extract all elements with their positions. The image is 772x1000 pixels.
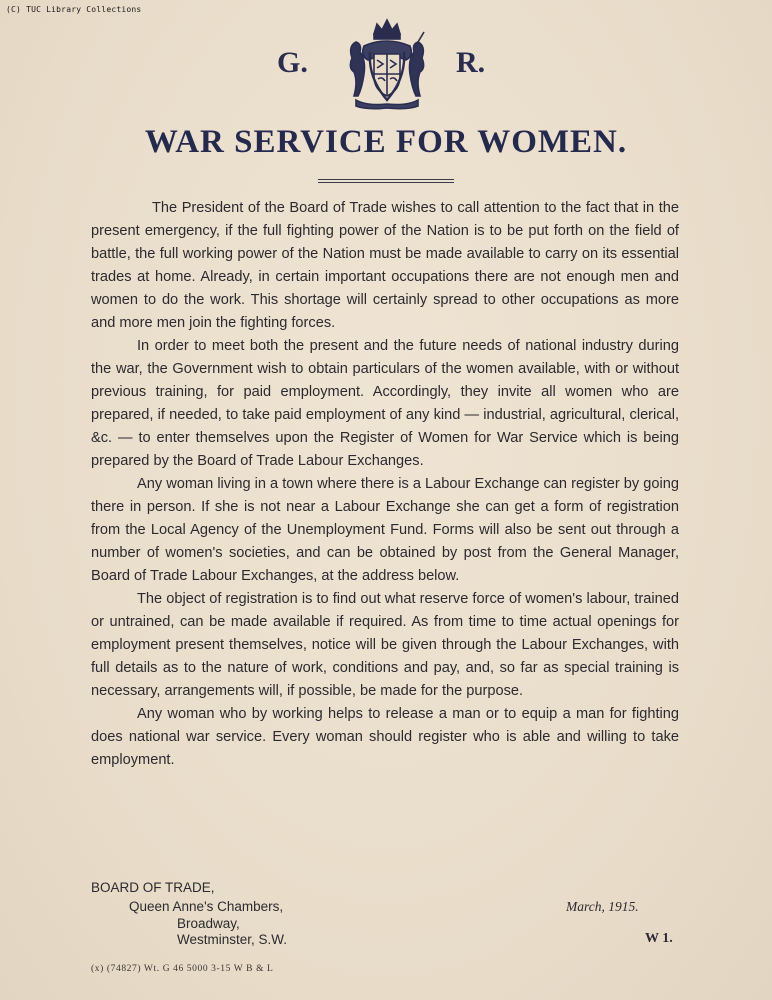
royal-coat-of-arms-icon: [344, 16, 430, 110]
paragraph: The President of the Board of Trade wishes to call attention to the fact that in the present emergency, if the full fighting power of the Nation is to be put forth on the field of battle, the full working power of the Nation must be made available to carry on its essential trades at home. Already, in certain important occupations there are not enough men and women to do the work. This shortage will certainly spread to other occupations as more and more men join the fighting forces.: [91, 200, 679, 331]
signature-address-line-3: Westminster, S.W.: [177, 932, 288, 947]
signature-address-line-1: Queen Anne's Chambers,: [129, 899, 284, 914]
copyright-notice: (C) TUC Library Collections: [6, 5, 142, 14]
paragraph: The object of registration is to find out what reserve force of women's labour, trained or untrained, can be made available if required. As from time to time actual openings for employment present themselves, notice will be given through the Labour Exchanges, with full details as to the nature of work, conditions and pay, and, so far as special training is necessary, arrangements will, if possible, be made for the purpose.: [91, 591, 679, 699]
paragraph: Any woman who by working helps to release a man or to equip a man for fighting does national war service. Every woman should register who is able and willing to take employment.: [91, 706, 679, 768]
signature-address-line-2: Broadway,: [177, 916, 240, 931]
issue-date: March, 1915.: [566, 899, 639, 914]
royal-cipher-g: G.: [277, 46, 308, 79]
poster-body: [91, 197, 679, 772]
signature-org: BOARD OF TRADE,: [91, 880, 215, 895]
royal-cipher-r: R.: [456, 46, 486, 79]
printer-imprint: (x) (74827) Wt. G 46 5000 3-15 W B & L: [91, 964, 274, 974]
paragraph: In order to meet both the present and the future needs of national industry during the war, the Government wish to obtain particulars of the women available, with or without previous training, for paid employment. Accordingly, they invite all women who are prepared, if needed, to take paid employment of any kind — industrial, agricultural, clerical, &c. — to enter themselves upon the Register of Women for War Service which is being prepared by the Board of Trade Labour Exchanges.: [91, 338, 679, 469]
poster-title: WAR SERVICE FOR WOMEN.: [144, 124, 628, 160]
title-divider: [318, 179, 454, 184]
paragraph: Any woman living in a town where there is a Labour Exchange can register by going there in person. If she is not near a Labour Exchange she can get a form of registration from the Local Agency of the Unemployment Fund. Forms will also be sent out through a number of women's societies, and can be obtained by post from the General Manager, Board of Trade Labour Exchanges, at the address below.: [91, 476, 679, 584]
form-number: W 1.: [645, 931, 673, 946]
